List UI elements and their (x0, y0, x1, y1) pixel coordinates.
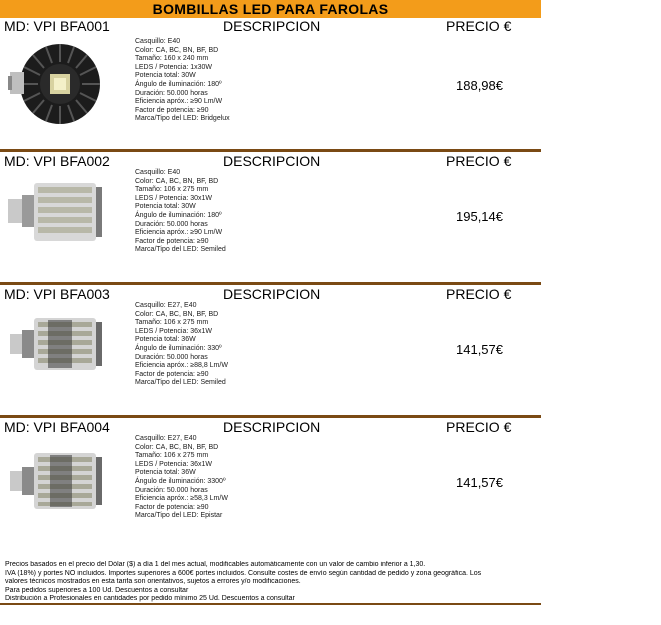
price-header: PRECIO € (446, 153, 512, 169)
spec-line: Ángulo de iluminación: 330º (135, 344, 222, 352)
spec-line: Ángulo de iluminación: 3300º (135, 477, 226, 485)
spec-line: Factor de potencia: ≥90 (135, 237, 209, 245)
spec-line: Tamaño: 106 x 275 mm (135, 319, 209, 327)
description-header: DESCRIPCION (223, 419, 321, 435)
description-header: DESCRIPCION (223, 286, 321, 302)
model-code: MD: VPI BFA001 (4, 18, 110, 34)
price-value: 141,57€ (456, 475, 503, 490)
spec-line: Casquillo: E40 (135, 38, 181, 45)
corn-led-bulb-image (8, 163, 108, 269)
spec-list (135, 38, 230, 124)
page-banner: BOMBILLAS LED PARA FAROLAS (0, 0, 541, 18)
separator-rule (0, 415, 541, 418)
spec-line: Color: CA, BC, BN, BF, BD (135, 443, 219, 451)
footer-line: Distribución a Profesionales en cantidades por pedido mínimo 25 Ud. Descuentos a consultar (5, 595, 295, 602)
footer-line: valores técnicos mostrados en esta tarifa son orientativos, sujetos a errores y/o modificaciones. (5, 578, 301, 585)
spec-line: Factor de potencia: ≥90 (135, 503, 209, 511)
footer-line: Para pedidos superiores a 100 Ud. Descuentos a consultar (5, 586, 189, 594)
corn-led-bulb-image (8, 296, 108, 402)
product-row-1 (0, 18, 541, 151)
price-value: 188,98€ (456, 78, 503, 93)
description-header: DESCRIPCION (223, 18, 321, 34)
model-code: MD: VPI BFA002 (4, 153, 110, 169)
spec-line: Casquillo: E40 (135, 169, 181, 176)
model-code: MD: VPI BFA003 (4, 286, 110, 302)
spec-list (135, 302, 228, 388)
spec-line: Duración: 50.000 horas (135, 89, 208, 97)
spec-line: Marca/Tipo del LED: Semiled (135, 246, 226, 254)
model-code: MD: VPI BFA004 (4, 419, 110, 435)
spec-line: LEDS / Potencia: 36x1W (135, 327, 213, 335)
corn-led-bulb-image (8, 429, 108, 535)
spec-line: Casquillo: E27, E40 (135, 302, 197, 309)
spec-line: Ángulo de iluminación: 180º (135, 211, 222, 219)
bottom-rule (0, 603, 541, 605)
spec-line: LEDS / Potencia: 30x1W (135, 194, 213, 202)
separator-rule (0, 282, 541, 285)
spec-line: Tamaño: 106 x 275 mm (135, 452, 209, 460)
spec-line: Duración: 50.000 horas (135, 353, 208, 361)
spec-line: Marca/Tipo del LED: Epistar (135, 512, 223, 520)
price-value: 195,14€ (456, 209, 503, 224)
spec-line: Potencia total: 30W (135, 72, 196, 80)
price-header: PRECIO € (446, 286, 512, 302)
spec-line: Casquillo: E27, E40 (135, 435, 197, 442)
product-row-4 (0, 415, 541, 548)
spec-line: Marca/Tipo del LED: Bridgelux (135, 115, 230, 123)
spec-list (135, 169, 226, 255)
footer-notes (5, 561, 545, 604)
separator-rule (0, 149, 541, 152)
spec-line: Factor de potencia: ≥90 (135, 370, 209, 378)
spec-line: Tamaño: 106 x 275 mm (135, 186, 209, 194)
spec-line: Potencia total: 36W (135, 336, 196, 344)
spec-line: Color: CA, BC, BN, BF, BD (135, 177, 219, 185)
spec-line: LEDS / Potencia: 1x30W (135, 63, 213, 71)
spec-line: Color: CA, BC, BN, BF, BD (135, 310, 219, 318)
product-row-3 (0, 282, 541, 415)
spec-line: Potencia total: 36W (135, 469, 196, 477)
spec-line: Ángulo de iluminación: 180º (135, 80, 222, 88)
spec-line: Eficiencia apróx.: ≥88,8 Lm/W (135, 362, 228, 370)
footer-line: Precios basados en el precio del Dólar ($) a día 1 del mes actual, modificables automáticamente con un valor de cambio inferior a 1,30. (5, 561, 426, 568)
spec-line: Eficiencia apróx.: ≥90 Lm/W (135, 229, 223, 237)
spec-line: Duración: 50.000 horas (135, 220, 208, 228)
price-value: 141,57€ (456, 342, 503, 357)
spec-line: Color: CA, BC, BN, BF, BD (135, 46, 219, 54)
round-heatsink-led-bulb-image (8, 32, 108, 138)
spec-line: LEDS / Potencia: 36x1W (135, 460, 213, 468)
spec-line: Eficiencia apróx.: ≥58,3 Lm/W (135, 495, 228, 503)
spec-line: Eficiencia apróx.: ≥90 Lm/W (135, 98, 223, 106)
spec-list (135, 435, 228, 521)
spec-line: Factor de potencia: ≥90 (135, 106, 209, 114)
description-header: DESCRIPCION (223, 153, 321, 169)
spec-line: Tamaño: 160 x 240 mm (135, 55, 209, 63)
spec-line: Duración: 50.000 horas (135, 486, 208, 494)
footer-line: IVA (18%) y portes NO incluidos. Importes superiores a 600€ portes incluidos. Consulte costes de envío según cantidad de pedido y zona geográfica. Los (5, 569, 482, 577)
price-header: PRECIO € (446, 419, 512, 435)
spec-line: Marca/Tipo del LED: Semiled (135, 379, 226, 387)
product-row-2 (0, 149, 541, 282)
spec-line: Potencia total: 30W (135, 203, 196, 211)
price-header: PRECIO € (446, 18, 512, 34)
